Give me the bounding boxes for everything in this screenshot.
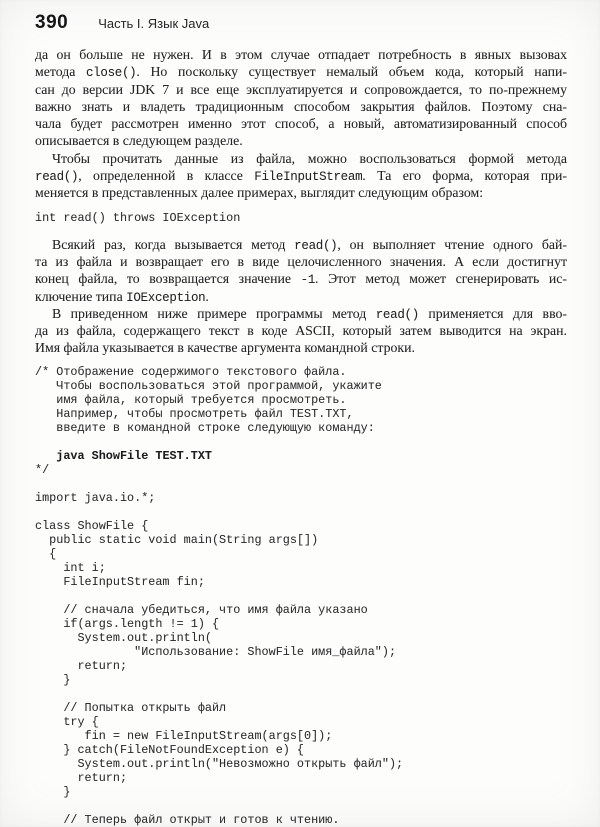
text-line: read(), определенной в классе FileInputStream. Та его форма, которая при- xyxy=(35,168,567,185)
code-line: fin = new FileInputStream(args[0]); xyxy=(35,728,333,743)
code-line: System.out.println("Невозможно открыть файл"); xyxy=(35,756,404,771)
code-snippet xyxy=(35,211,567,225)
code-line: /* Отображение содержимого текстового файла. xyxy=(35,364,347,379)
text-line: сан до версии JDK 7 и все еще эксплуатируется и сопровождается, то по-прежнему xyxy=(35,81,567,97)
text-line: да он больше не нужен. И в этом случае отпадает потребность в явных вызовах xyxy=(35,47,567,62)
text-line: Имя файла указывается в качестве аргумента командной строки. xyxy=(35,340,415,356)
code-line: import java.io.*; xyxy=(35,490,156,505)
code-line: int i; xyxy=(35,560,106,575)
text-line: Всякий раз, когда вызывается метод read(), он выполняет чтение одного бай- xyxy=(52,236,567,253)
code-line: // Теперь файл открыт и готов к чтению. xyxy=(35,812,340,827)
code-line: "Использование: ShowFile имя_файла"); xyxy=(35,644,397,659)
code-line: // Попытка открыть файл xyxy=(35,700,227,715)
text-line: Чтобы прочитать данные из файла, можно воспользоваться формой метода xyxy=(52,150,567,166)
code-line: public static void main(String args[]) xyxy=(35,532,319,547)
code-listing xyxy=(35,365,567,827)
code-line: try { xyxy=(35,714,99,729)
code-line: FileInputStream fin; xyxy=(35,574,205,589)
code-line: } xyxy=(35,784,71,799)
page-body xyxy=(35,46,567,827)
code-line: } xyxy=(35,672,71,687)
code-line xyxy=(35,477,567,491)
code-line: введите в командной строке следующую команду: xyxy=(35,420,375,435)
paragraph xyxy=(35,236,567,305)
code-line: { xyxy=(35,546,57,561)
text-line: описывается в следующем разделе. xyxy=(35,133,243,149)
code-line: return; xyxy=(35,770,128,785)
code-line xyxy=(35,505,567,519)
code-line xyxy=(35,687,567,701)
code-line xyxy=(35,799,567,813)
code-line: } catch(FileNotFoundException e) { xyxy=(35,742,305,757)
paragraph xyxy=(35,305,567,357)
code-line: Например, чтобы просмотреть файл TEST.TXT, xyxy=(35,406,354,421)
code-line xyxy=(35,435,567,449)
text-line: В приведенном ниже примере программы метод read() применяется для вво- xyxy=(52,305,567,322)
code-line: Чтобы воспользоваться этой программой, укажите xyxy=(35,378,382,393)
code-line: class ShowFile { xyxy=(35,518,149,533)
code-line: return; xyxy=(35,658,128,673)
paragraph xyxy=(35,150,567,202)
text-line: чала будет рассмотрен именно этот способ, а новый, автоматизированный способ xyxy=(35,116,567,132)
text-line: та из файла и возвращает его в виде целочисленного значения. А если достигнут xyxy=(35,253,567,269)
text-line: ключение типа IOException. xyxy=(35,288,209,305)
text-line: да из файла, содержащего текст в коде ASCII, который затем выводится на экран. xyxy=(35,323,567,339)
paragraph xyxy=(35,46,567,150)
code-line: java ShowFile TEST.TXT xyxy=(56,448,212,463)
code-line: */ xyxy=(35,462,50,477)
page-header xyxy=(35,12,567,36)
text-line: конец файла, то возвращается значение -1. Этот метод может сгенерировать ис- xyxy=(35,271,567,288)
text-line: метода close(). Но поскольку существует немалый объем кода, который напи- xyxy=(35,64,567,81)
code-line: System.out.println( xyxy=(35,630,212,645)
code-line: // сначала убедиться, что имя файла указано xyxy=(35,602,368,617)
chapter-title: Часть I. Язык Java xyxy=(98,16,210,31)
text-line: меняется в представленных далее примерах, выглядит следующим образом: xyxy=(35,185,484,201)
code-line xyxy=(35,589,567,603)
text-line: важно знать и владеть традиционным способом закрытия файлов. Поэтому сна- xyxy=(35,98,567,114)
page-number: 390 xyxy=(35,12,69,33)
code-line: имя файла, который требуется просмотреть. xyxy=(35,392,347,407)
code-line: int read() throws IOException xyxy=(35,210,241,225)
code-line: if(args.length != 1) { xyxy=(35,616,220,631)
